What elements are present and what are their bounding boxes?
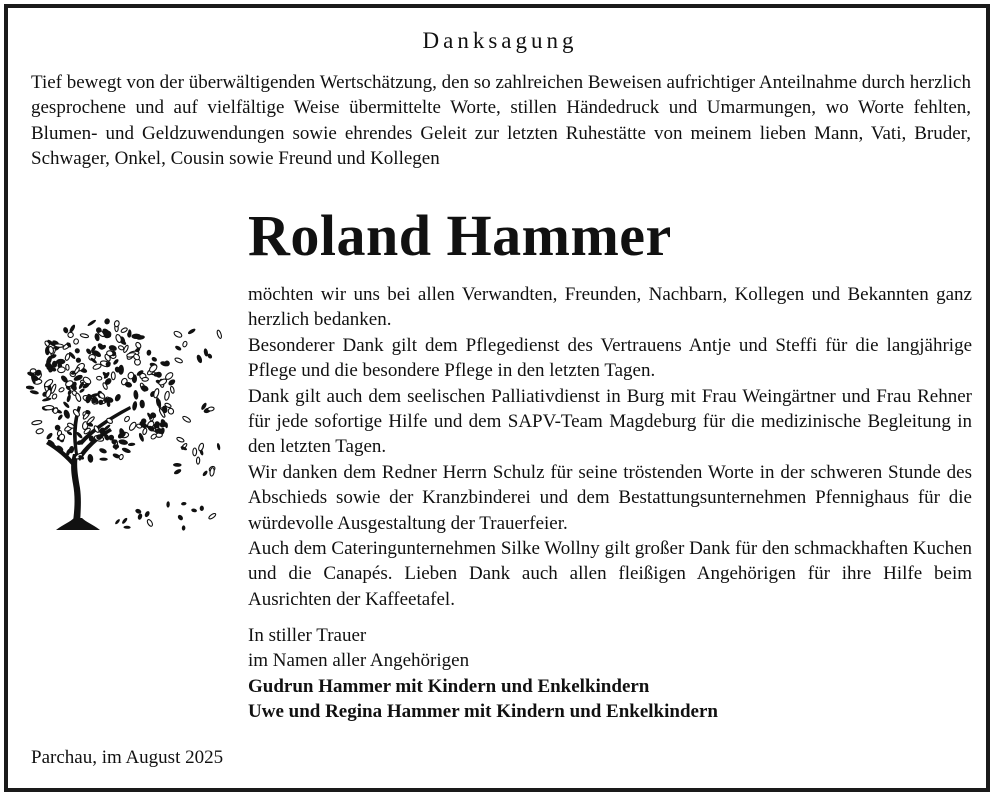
leaf-shape [58, 387, 64, 393]
leaf-shape [174, 357, 183, 364]
leaf-shape [124, 415, 131, 422]
leaf-shape [193, 448, 197, 456]
leaf-shape [196, 457, 199, 464]
leaf-shape [153, 388, 160, 398]
leaf-shape [74, 367, 81, 374]
leaf-shape [139, 399, 145, 408]
leaf-shape [123, 345, 129, 353]
leaf-shape [177, 514, 184, 521]
leaf-shape [26, 385, 34, 390]
leaf-shape [118, 365, 124, 375]
leaf-shape [202, 470, 209, 477]
leaf-shape [29, 390, 39, 396]
leaf-shape [57, 367, 65, 373]
leaf-shape [65, 364, 69, 370]
leaf-shape [133, 390, 139, 400]
leaf-shape [131, 334, 141, 339]
leaf-shape [74, 347, 81, 354]
leaf-shape [173, 330, 183, 338]
leaf-shape [75, 357, 81, 363]
leaf-shape [66, 394, 72, 403]
leaf-shape [114, 320, 120, 327]
on-behalf-line: im Namen aller Angehörigen [248, 650, 470, 672]
leaf-shape [128, 421, 137, 431]
leaf-shape [208, 513, 217, 520]
thanks-body [248, 282, 972, 612]
leaf-shape [99, 458, 107, 461]
leaf-shape [30, 369, 36, 374]
leaf-shape [51, 393, 57, 400]
intro-paragraph: Tief bewegt von der überwältigenden Wertschätzung, den so zahlreichen Beweisen aufrichtiger Anteilnahme durch herzlich gesprochene und auf vielfältige Weise übermittelte Worte, stillen Händedruck und Umarmungen, wo Worte fehlten, Blumen- und Geldzuwendungen sowie ehrendes Geleit zur letzten Ruhestätte von meinem lieben Mann, Vati, Bruder, Schwager, Onkel, Cousin sowie Freund und Kollegen [31, 72, 971, 169]
thanks-paragraph: Auch dem Cateringunternehmen Silke Wollny gilt großer Dank für den schmackhaften Kuchen und die Canapés. Lieben Dank auch allen fleißigen Angehörigen für ihre Hilfe beim Ausrichten der Kaffeetafel. [248, 538, 972, 610]
leaf-shape [112, 358, 119, 365]
leaf-shape [142, 428, 147, 435]
leaf-shape [128, 442, 136, 446]
leaf-shape [174, 345, 182, 352]
leaf-shape [164, 391, 170, 401]
leaf-shape [151, 356, 158, 362]
leaf-shape [114, 518, 120, 525]
leaf-shape [64, 353, 70, 361]
leaf-shape [173, 463, 182, 467]
leaf-shape [158, 378, 168, 386]
leaf-shape [45, 432, 53, 440]
leaf-shape [80, 333, 89, 338]
leaf-shape [150, 433, 157, 440]
leaf-shape [132, 401, 138, 411]
leaf-shape [44, 405, 54, 410]
thanks-paragraph: Dank gilt auch dem seelischen Palliativdienst in Burg mit Frau Weingärtner und Frau Rehner für jede sofortige Hilfe und dem SAPV-Team Magdeburg für die medizinische Begleitung in den letzten Tagen. [248, 385, 972, 458]
leaf-shape [121, 517, 128, 525]
leaf-shape [75, 393, 82, 403]
leaf-shape [123, 526, 130, 529]
family-signature-1: Gudrun Hammer mit Kindern und Enkelkindern [248, 675, 650, 697]
leaf-shape [146, 349, 151, 356]
thanks-paragraph: Wir danken dem Redner Herrn Schulz für seine tröstenden Worte in der schweren Stunde des Abschieds sowie der Kranzbinderei und dem Bestattungsunternehmen Pfennighaus für die würdevolle Ausgestaltung der Trauerfeier. [248, 461, 972, 534]
leaf-shape [170, 386, 175, 394]
leaf-shape [166, 501, 170, 508]
leaf-shape [207, 407, 214, 412]
leaf-shape [35, 428, 43, 435]
leaf-shape [182, 525, 186, 530]
leaf-shape [111, 372, 115, 380]
leaf-shape [176, 437, 184, 443]
leaf-shape [98, 392, 106, 400]
leaf-shape [198, 443, 205, 452]
leaf-shape [182, 415, 191, 423]
place-date: Parchau, im August 2025 [31, 747, 224, 768]
leaf-shape [120, 327, 128, 333]
leaf-shape [113, 444, 120, 449]
leaf-shape [118, 454, 123, 460]
leaf-shape [92, 363, 101, 370]
leaf-shape [104, 318, 111, 325]
leaf-shape [167, 407, 174, 415]
mourning-line: In stiller Trauer [248, 625, 367, 646]
leaf-shape [62, 401, 70, 409]
leaf-shape [182, 341, 188, 348]
leaf-shape [114, 393, 122, 402]
deceased-name: Roland Hammer [248, 203, 672, 268]
leaf-shape [87, 454, 94, 464]
leaf-shape [196, 354, 204, 364]
leaf-shape [181, 502, 187, 506]
leaf-shape [191, 508, 197, 513]
leaf-shape [63, 409, 72, 420]
leaf-shape [200, 506, 204, 512]
leaf-shape [52, 361, 57, 368]
leaf-shape [73, 338, 79, 344]
leaf-shape [50, 384, 57, 394]
windblown-tree-icon [26, 318, 226, 536]
leaf-shape [146, 519, 153, 527]
leaf-shape [57, 414, 64, 421]
leaf-shape [142, 377, 149, 381]
leaf-shape [216, 443, 220, 451]
leaf-shape [98, 447, 107, 454]
leaf-shape [121, 447, 131, 454]
leaf-shape [137, 513, 143, 520]
leaf-shape [68, 332, 74, 338]
leaf-shape [187, 328, 196, 336]
leaf-shape [216, 330, 222, 339]
leaf-shape [118, 439, 128, 446]
family-signature-2: Uwe und Regina Hammer mit Kindern und Enkelkindern [248, 701, 718, 723]
signoff-block [248, 623, 718, 725]
thanks-paragraph: Besonderer Dank gilt dem Pflegedienst des Vertrauens Antje und Steffi für die langjährige Pflege und die besondere Pflege in den letzten Tagen. [248, 334, 972, 382]
tree-foliage [26, 318, 176, 463]
leaf-shape [106, 350, 113, 356]
leaf-shape [87, 319, 97, 327]
thanks-paragraph: möchten wir uns bei allen Verwandten, Freunden, Nachbarn, Kollegen und Bekannten ganz herzlich bedanken. [248, 284, 972, 331]
leaf-shape [96, 376, 102, 380]
leaf-shape [32, 420, 43, 425]
leaf-shape [144, 510, 151, 518]
leaf-shape [115, 334, 122, 343]
notice-title: Danksagung [422, 28, 578, 53]
leaf-shape [173, 468, 182, 475]
